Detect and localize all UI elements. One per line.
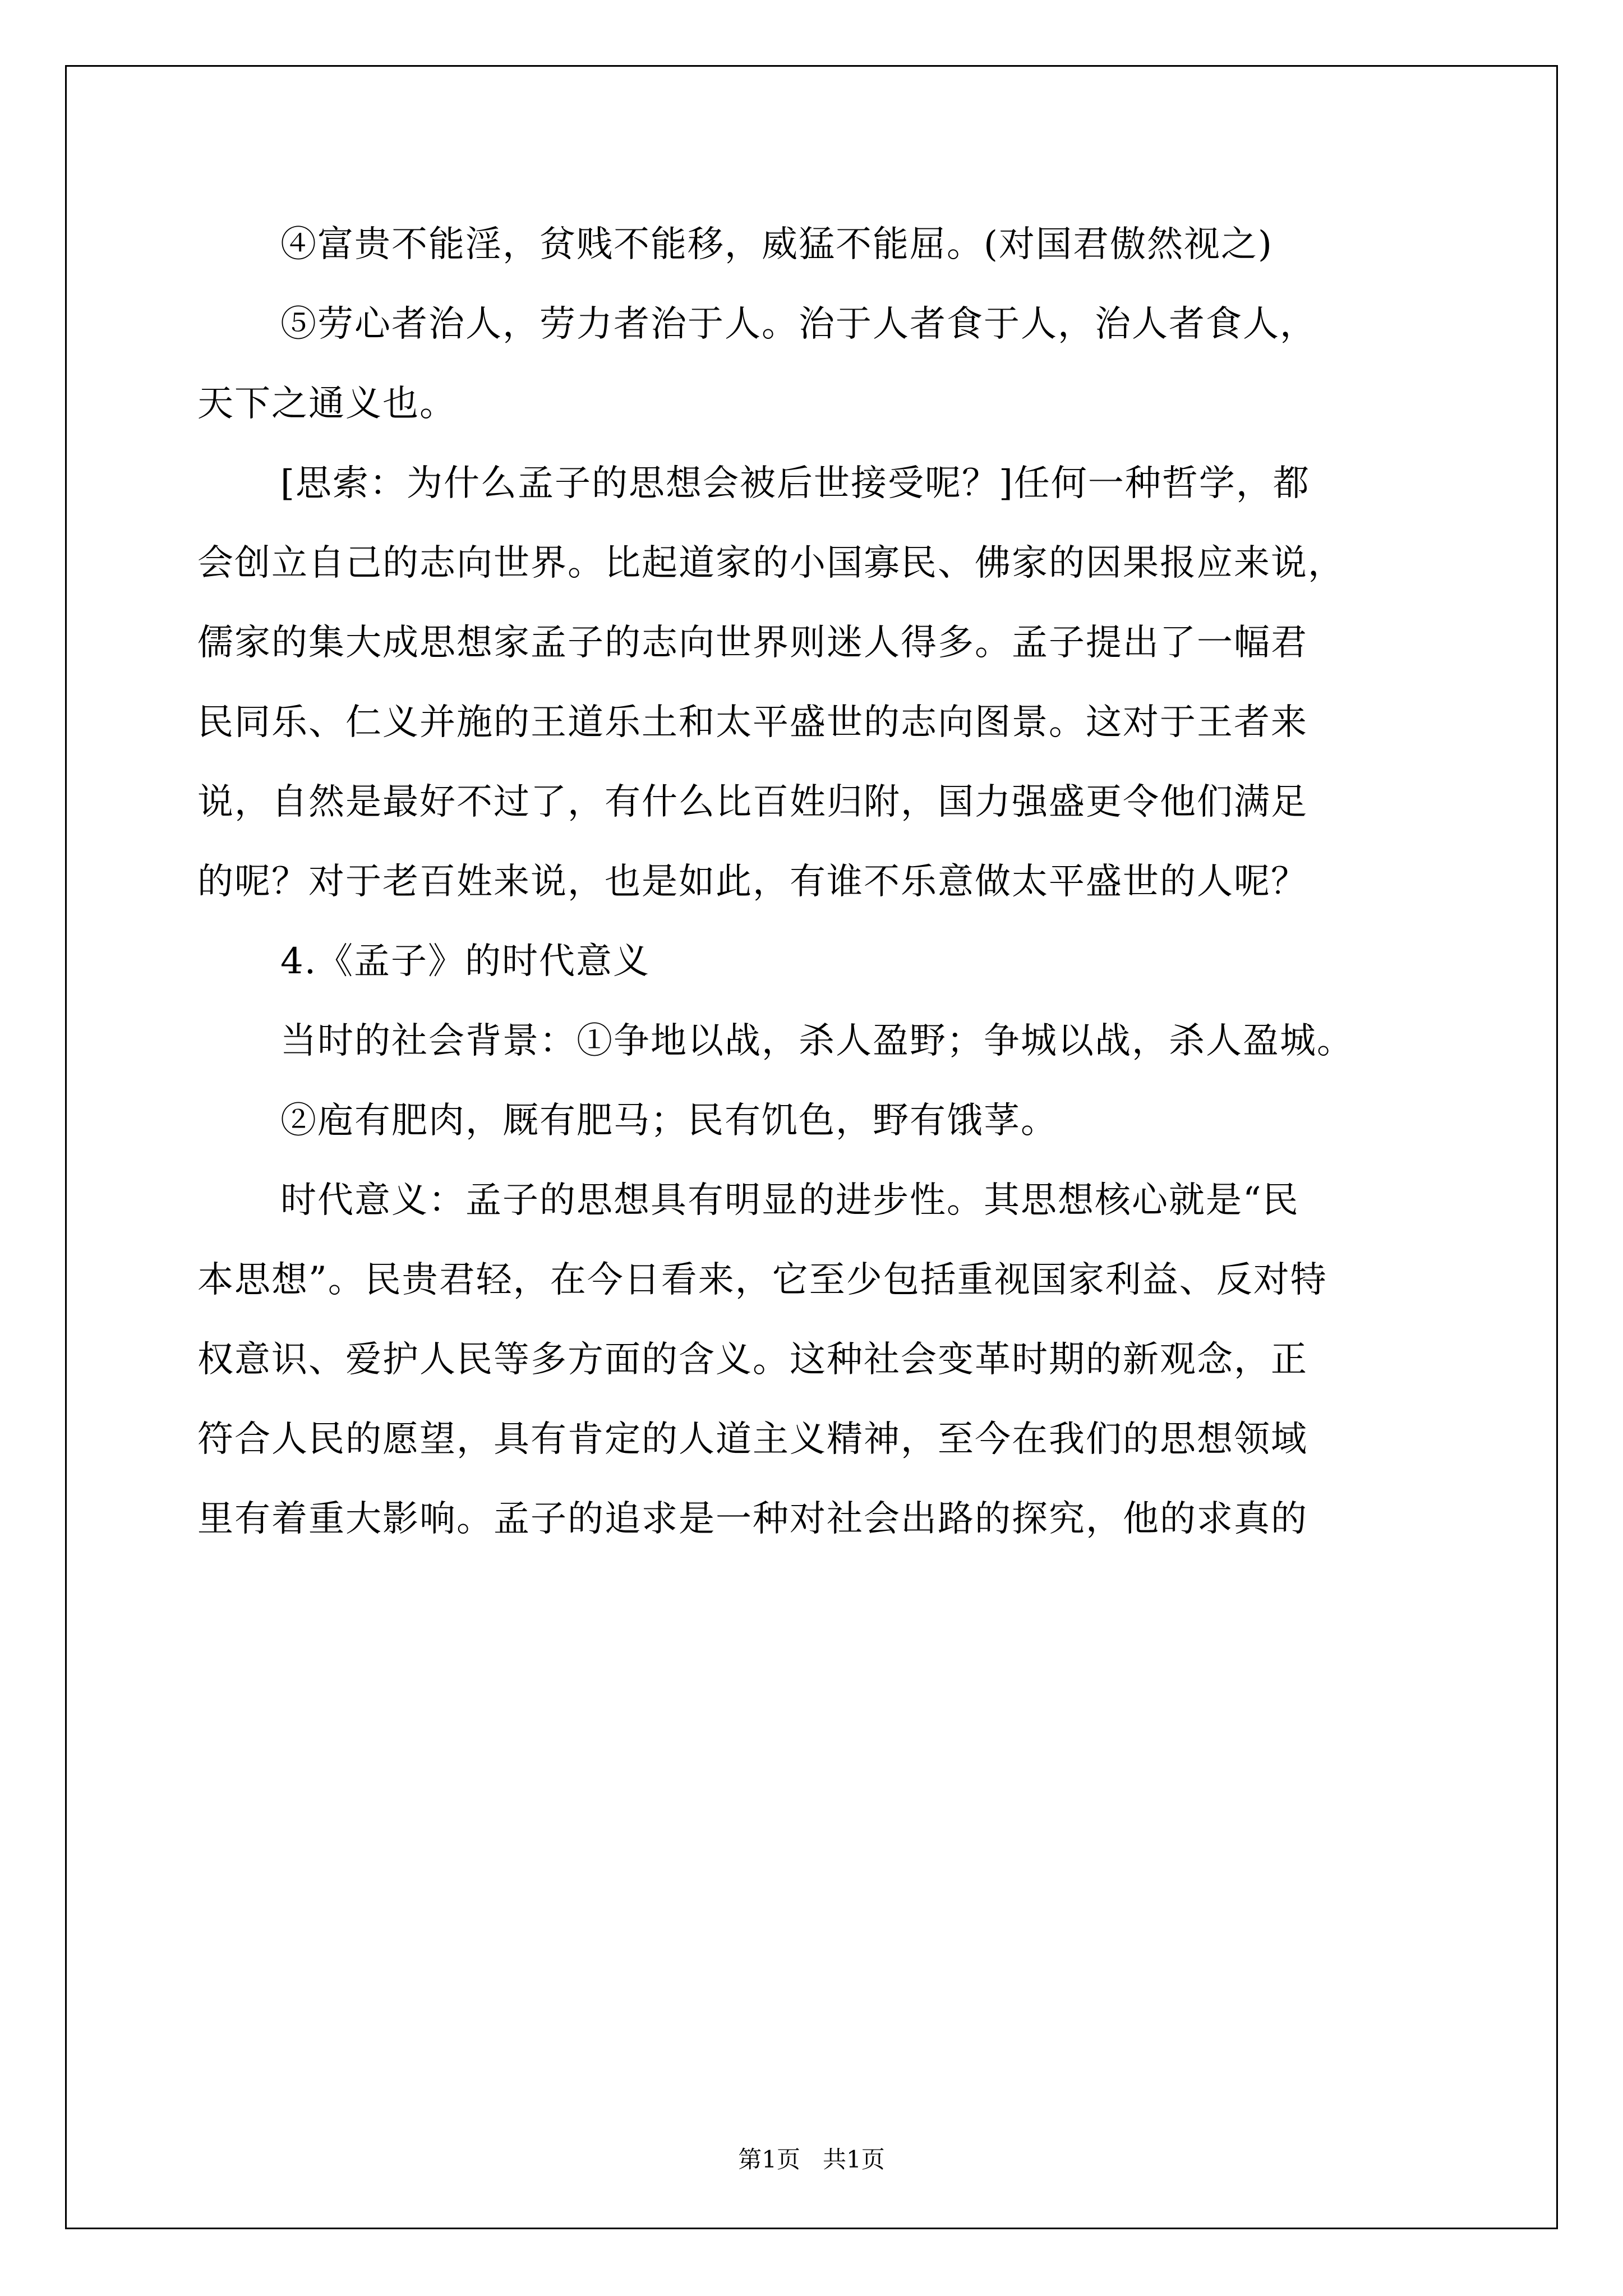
paragraph-line: 民同乐、仁义并施的王道乐土和太平盛世的志向图景。这对于王者来 [197, 702, 1308, 743]
paragraph-line: ②庖有肥肉，厩有肥马；民有饥色，野有饿莩。 [280, 1100, 1058, 1142]
paragraph-line: 符合人民的愿望，具有肯定的人道主义精神，至今在我们的思想领域 [197, 1419, 1308, 1460]
paragraph-line: ⑤劳心者治人，劳力者治于人。治于人者食于人，治人者食人， [280, 303, 1317, 345]
paragraph-line: 当时的社会背景：①争地以战，杀人盈野；争城以战，杀人盈城。 [280, 1020, 1354, 1062]
paragraph-line: 里有着重大影响。孟子的追求是一种对社会出路的探究，他的求真的 [197, 1498, 1308, 1540]
document-body [197, 205, 1431, 1559]
paragraph-line: ④富贵不能淫，贫贱不能移，威猛不能屈。(对国君傲然视之) [280, 224, 1273, 265]
paragraph-line: 的呢？对于老百姓来说，也是如此，有谁不乐意做太平盛世的人呢？ [197, 861, 1308, 903]
paragraph-line: 权意识、爱护人民等多方面的含义。这种社会变革时期的新观念，正 [197, 1339, 1308, 1381]
page-number-footer: 第1页 共1页 [738, 2146, 885, 2173]
paragraph-line: 时代意义：孟子的思想具有明显的进步性。其思想核心就是“民 [280, 1180, 1299, 1221]
paragraph-line: 儒家的集大成思想家孟子的志向世界则迷人得多。孟子提出了一幅君 [197, 622, 1308, 664]
paragraph-line: 天下之通义也。 [197, 383, 457, 425]
paragraph-line: 本思想”。民贵君轻，在今日看来，它至少包括重视国家利益、反对特 [197, 1259, 1327, 1301]
paragraph-line: [思索：为什么孟子的思想会被后世接受呢？]任何一种哲学，都 [280, 463, 1310, 504]
section-heading: 4.《孟子》的时代意义 [280, 941, 651, 982]
paragraph-line: 说，自然是最好不过了，有什么比百姓归附，国力强盛更令他们满足 [197, 781, 1308, 823]
paragraph-line: 会创立自己的志向世界。比起道家的小国寡民、佛家的因果报应来说， [197, 542, 1345, 584]
